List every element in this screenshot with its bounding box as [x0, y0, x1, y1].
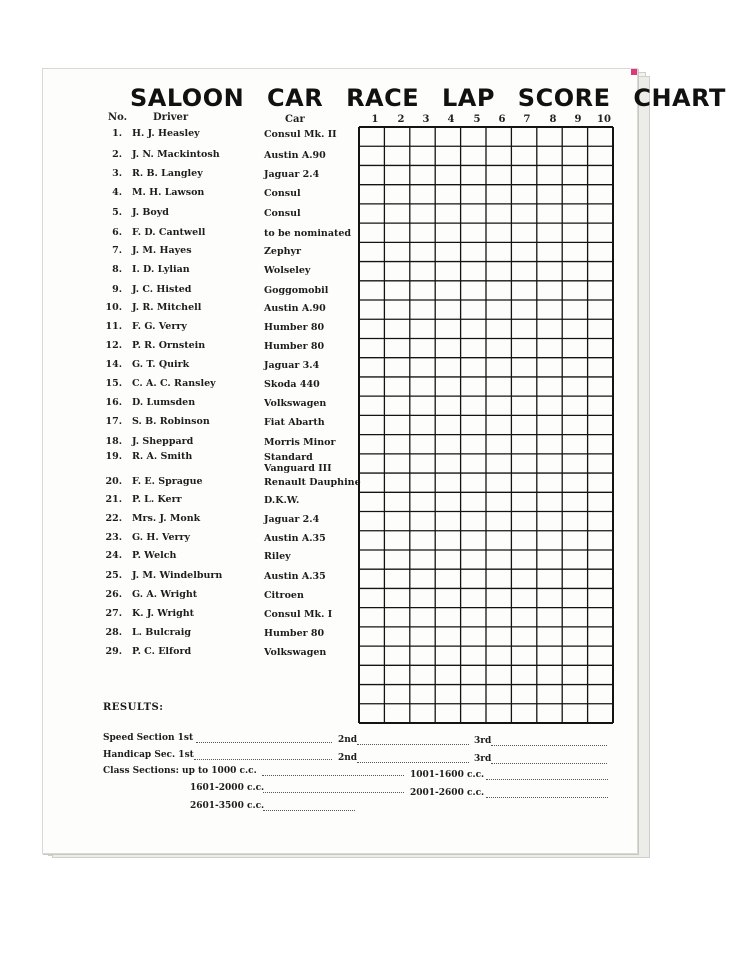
entry-car: Wolseley: [264, 265, 311, 276]
entry-number: 22.: [105, 513, 122, 524]
entry-number: 7.: [112, 245, 122, 256]
entry-number: 11.: [105, 321, 122, 332]
entry-car: Volkswagen: [264, 398, 327, 409]
class-1001-label: 1001-1600 c.c.: [410, 770, 485, 780]
entry-car: Humber 80: [264, 322, 325, 333]
handicap-third-blank: [491, 763, 607, 764]
entry-driver: C. A. C. Ransley: [132, 378, 216, 389]
handicap-third-label: 3rd: [474, 754, 492, 764]
entry-car: D.K.W.: [264, 495, 300, 506]
entry-car: to be nominated: [264, 228, 352, 239]
class-1001-blank: [486, 779, 608, 780]
entry-number: 14.: [105, 359, 122, 370]
entry-car: Zephyr: [264, 246, 302, 257]
entry-car: Austin A.90: [264, 303, 326, 314]
entry-car: Goggomobil: [264, 285, 329, 296]
entry-driver: J. N. Mackintosh: [132, 149, 220, 160]
header-driver: Driver: [153, 112, 189, 123]
entry-car: Volkswagen: [264, 647, 327, 658]
speed-first-blank: [196, 742, 332, 743]
entry-number: 23.: [105, 532, 122, 543]
entry-car: Riley: [264, 551, 291, 562]
entry-number: 2.: [112, 149, 122, 160]
lap-score-grid: [358, 126, 614, 724]
entry-driver: R. B. Langley: [132, 168, 203, 179]
entry-number: 24.: [105, 550, 122, 561]
entry-number: 12.: [105, 340, 122, 351]
entry-driver: J. C. Histed: [132, 284, 192, 295]
entry-driver: H. J. Heasley: [132, 128, 200, 139]
entry-driver: G. T. Quirk: [132, 359, 190, 370]
entry-driver: G. H. Verry: [132, 532, 191, 543]
entry-driver: Mrs. J. Monk: [132, 513, 201, 524]
entry-car: Consul Mk. II: [264, 129, 337, 140]
entry-number: 26.: [105, 589, 122, 600]
entry-car: Jaguar 3.4: [264, 360, 320, 371]
entry-number: 15.: [105, 378, 122, 389]
lap-header-10: 10: [597, 114, 611, 125]
entry-driver: J. Sheppard: [132, 436, 194, 447]
entry-driver: J. M. Windelburn: [132, 570, 223, 581]
pink-edge-tab: [631, 69, 637, 75]
entry-number: 1.: [112, 128, 122, 139]
entry-driver: R. A. Smith: [132, 451, 193, 462]
entry-number: 27.: [105, 608, 122, 619]
entry-car: Jaguar 2.4: [264, 514, 320, 525]
lap-header-4: 4: [447, 114, 455, 125]
page-title: SALOON CAR RACE LAP SCORE CHART: [130, 84, 726, 112]
entry-driver: L. Bulcraig: [132, 627, 192, 638]
entry-number: 8.: [112, 264, 122, 275]
entry-number: 16.: [105, 397, 122, 408]
entry-car: Consul Mk. I: [264, 609, 333, 620]
entry-car: Humber 80: [264, 341, 325, 352]
entry-number: 18.: [105, 436, 122, 447]
speed-third-blank: [491, 745, 607, 746]
entry-number: 17.: [105, 416, 122, 427]
entry-car: Jaguar 2.4: [264, 169, 320, 180]
lap-header-5: 5: [473, 114, 481, 125]
class-2001-blank: [486, 797, 608, 798]
lap-header-8: 8: [549, 114, 557, 125]
entry-driver: G. A. Wright: [132, 589, 198, 600]
entry-number: 9.: [112, 284, 122, 295]
entry-driver: P. R. Ornstein: [132, 340, 206, 351]
entry-driver: J. Boyd: [132, 207, 169, 218]
header-no: No.: [108, 112, 128, 123]
entry-driver: P. Welch: [132, 550, 177, 561]
speed-second-label: 2nd: [338, 735, 358, 745]
entry-driver: M. H. Lawson: [132, 187, 205, 198]
lap-header-1: 1: [371, 114, 379, 125]
entry-car: Standard: [264, 452, 313, 463]
entry-car: Skoda 440: [264, 379, 320, 390]
entry-number: 10.: [105, 302, 122, 313]
handicap-first-blank: [194, 759, 332, 760]
entry-driver: J. M. Hayes: [132, 245, 192, 256]
entry-car: Consul: [264, 208, 301, 219]
lap-header-2: 2: [397, 114, 405, 125]
lap-header-6: 6: [498, 114, 506, 125]
class-2601-blank: [263, 810, 355, 811]
entry-number: 21.: [105, 494, 122, 505]
class-sections-label: Class Sections: up to 1000 c.c.: [103, 766, 257, 776]
entry-driver: K. J. Wright: [132, 608, 195, 619]
entry-number: 20.: [105, 476, 122, 487]
speed-second-blank: [357, 744, 469, 745]
entry-car-line-2: Vanguard III: [264, 463, 332, 474]
entry-number: 19.: [105, 451, 122, 462]
speed-section-label: Speed Section 1st: [103, 733, 194, 743]
entry-driver: F. G. Verry: [132, 321, 187, 332]
entry-number: 5.: [112, 207, 122, 218]
entry-driver: P. C. Elford: [132, 646, 192, 657]
entry-driver: J. R. Mitchell: [132, 302, 202, 313]
handicap-second-label: 2nd: [338, 753, 358, 763]
class-2601-label: 2601-3500 c.c.: [190, 801, 265, 811]
class-1000-blank: [262, 775, 404, 776]
entry-car: Fiat Abarth: [264, 417, 325, 428]
entry-driver: F. E. Sprague: [132, 476, 203, 487]
entry-number: 4.: [112, 187, 122, 198]
entry-number: 29.: [105, 646, 122, 657]
entry-car: Humber 80: [264, 628, 325, 639]
speed-third-label: 3rd: [474, 736, 492, 746]
entry-number: 28.: [105, 627, 122, 638]
lap-header-7: 7: [523, 114, 531, 125]
handicap-section-label: Handicap Sec. 1st: [103, 750, 194, 760]
entry-car: Consul: [264, 188, 301, 199]
handicap-second-blank: [357, 762, 469, 763]
entry-number: 25.: [105, 570, 122, 581]
entry-driver: S. B. Robinson: [132, 416, 210, 427]
class-1601-label: 1601-2000 c.c.: [190, 783, 265, 793]
entry-driver: D. Lumsden: [132, 397, 196, 408]
entry-car: Citroen: [264, 590, 304, 601]
entry-driver: P. L. Kerr: [132, 494, 182, 505]
class-1601-blank: [263, 792, 404, 793]
entry-car: Austin A.35: [264, 533, 326, 544]
entry-car: Renault Dauphine: [264, 477, 361, 488]
entry-number: 3.: [112, 168, 122, 179]
lap-header-9: 9: [574, 114, 582, 125]
entry-car: Morris Minor: [264, 437, 336, 448]
class-2001-label: 2001-2600 c.c.: [410, 788, 485, 798]
entry-car: Austin A.35: [264, 571, 326, 582]
entry-driver: I. D. Lylian: [132, 264, 190, 275]
lap-header-3: 3: [422, 114, 430, 125]
entry-number: 6.: [112, 227, 122, 238]
entry-car: Austin A.90: [264, 150, 326, 161]
entry-driver: F. D. Cantwell: [132, 227, 206, 238]
results-label: RESULTS:: [103, 702, 164, 713]
header-car: Car: [285, 114, 305, 125]
